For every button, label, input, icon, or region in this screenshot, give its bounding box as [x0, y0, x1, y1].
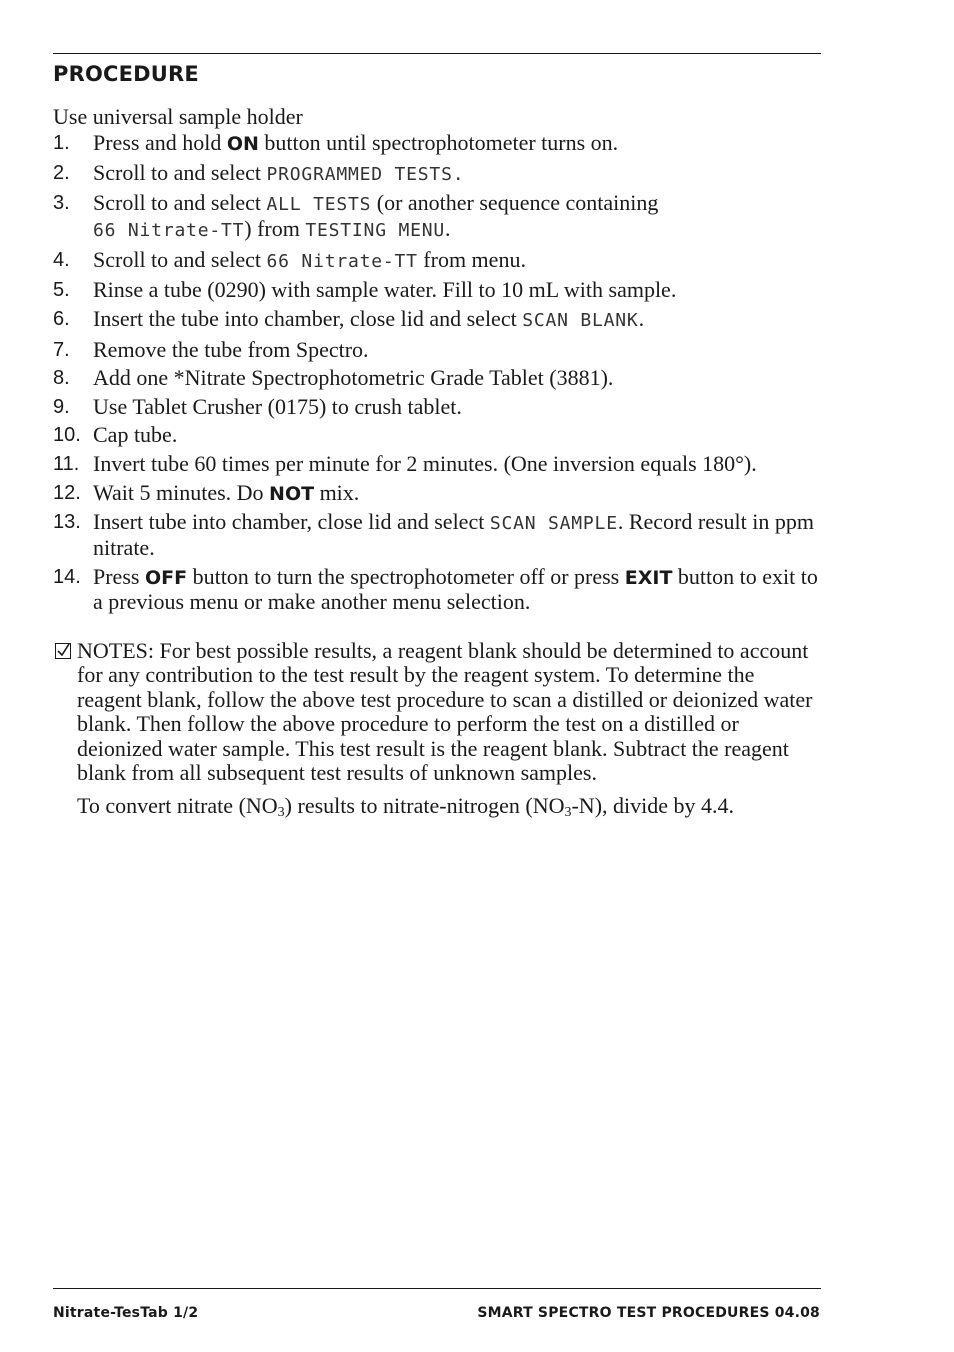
- step-number: 5.: [53, 279, 70, 302]
- step-12: [53, 481, 823, 506]
- step-text: Rinse a tube (0290) with sample water. Fill to 10 mL with sample.: [93, 277, 677, 303]
- step-text: Press and hold: [93, 130, 227, 155]
- step-number: 11.: [53, 452, 80, 475]
- button-name-on: ON: [226, 133, 259, 155]
- step-text: (or another sequence containing: [371, 190, 659, 216]
- step-text: Invert tube 60 times per minute for 2 minutes. (One inversion equals 180°).: [93, 450, 757, 476]
- step-13: [53, 510, 823, 560]
- step-text: button to exit to a previous menu or make another menu selection.: [93, 563, 818, 614]
- footer-right: SMART SPECTRO TEST PROCEDURES 04.08: [477, 1305, 820, 1321]
- footer-left: Nitrate-TesTab 1/2: [53, 1305, 199, 1321]
- step-2: [53, 161, 823, 187]
- section-heading: PROCEDURE: [53, 62, 199, 86]
- step-text: Wait 5 minutes. Do: [93, 479, 270, 505]
- step-10: [53, 423, 823, 447]
- step-text: . Record result in ppm nitrate.: [93, 509, 814, 561]
- step-1: [53, 131, 823, 156]
- step-5: [53, 278, 823, 302]
- step-text: Use Tablet Crusher (0175) to crush tablet.: [93, 393, 462, 419]
- step-text: Insert the tube into chamber, close lid and select: [93, 305, 523, 331]
- step-number: 7.: [53, 338, 70, 361]
- step-14: [53, 565, 823, 614]
- step-text: .: [638, 305, 645, 331]
- top-rule: [53, 53, 821, 54]
- conversion-text: ) results to nitrate-nitrogen (NO: [284, 793, 565, 819]
- step-11: [53, 452, 823, 476]
- subscript: 3: [564, 805, 572, 821]
- step-number: 9.: [53, 395, 70, 418]
- checkmark-icon: [56, 644, 70, 658]
- conversion-text: -N), divide by 4.4.: [571, 793, 735, 819]
- step-number: 2.: [53, 161, 70, 184]
- menu-item-scan-blank: SCAN BLANK: [522, 309, 639, 331]
- button-name-exit: EXIT: [624, 566, 673, 589]
- emphasis-not: NOT: [269, 482, 315, 505]
- button-name-off: OFF: [144, 566, 188, 589]
- menu-item-testing-menu: TESTING MENU: [305, 220, 446, 242]
- step-text: button to turn the spectrophotometer off or press: [187, 563, 625, 589]
- step-number: 1.: [53, 132, 70, 154]
- step-number: 8.: [53, 367, 70, 390]
- conversion-text: To convert nitrate (NO: [77, 793, 278, 819]
- step-number: 10.: [53, 424, 81, 447]
- step-8: [53, 366, 823, 390]
- bottom-rule: [53, 1288, 821, 1289]
- step-4: [53, 248, 823, 274]
- menu-item-programmed-tests: PROGRAMMED TESTS.: [266, 163, 465, 185]
- conversion-note: [53, 794, 823, 822]
- step-text: Scroll to and select: [93, 159, 267, 185]
- step-text: Add one *Nitrate Spectrophotometric Grade Tablet (3881).: [93, 365, 614, 391]
- step-text: .: [445, 216, 451, 242]
- step-text: Cap tube.: [93, 422, 178, 448]
- step-number: 13.: [53, 511, 81, 534]
- menu-item-66-nitrate: 66 Nitrate-TT: [93, 220, 245, 242]
- step-6: [53, 307, 823, 333]
- step-text: Scroll to and select: [93, 190, 267, 216]
- step-text: Scroll to and select: [93, 246, 267, 272]
- step-number: 14.: [53, 565, 81, 588]
- intro-text: Use universal sample holder: [53, 104, 303, 129]
- step-7: [53, 338, 823, 362]
- step-text: mix.: [314, 479, 360, 505]
- step-text: Remove the tube from Spectro.: [93, 336, 369, 362]
- step-number: 6.: [53, 307, 70, 330]
- step-text: Press: [93, 563, 145, 589]
- notes-text: NOTES: For best possible results, a reagent blank should be determined to account for any contribution to the test result by the reagent system. To determine the reagent blank, follow the above test procedure to scan a distilled or deionized water blank. Then follow the above procedure to perform the test on a distilled or deionized water sample. This test result is the reagent blank. Subtract the reagent blank from all subsequent test results of unknown samples.: [77, 638, 813, 786]
- step-number: 3.: [53, 192, 70, 215]
- menu-item-all-tests: ALL TESTS: [266, 194, 372, 216]
- step-text: ) from: [244, 216, 306, 242]
- subscript: 3: [277, 805, 285, 821]
- menu-item-scan-sample: SCAN SAMPLE: [489, 513, 618, 535]
- checkbox-icon: [55, 643, 71, 659]
- notes-paragraph: [53, 639, 823, 785]
- step-text: button until spectrophotometer turns on.: [258, 130, 619, 155]
- step-text: Insert tube into chamber, close lid and select: [93, 509, 490, 535]
- step-9: [53, 395, 823, 419]
- menu-item-66-nitrate: 66 Nitrate-TT: [266, 250, 418, 272]
- step-number: 4.: [53, 248, 70, 271]
- step-3: [53, 191, 823, 243]
- notes-section: [53, 639, 823, 823]
- step-number: 12.: [53, 481, 81, 504]
- step-text: from menu.: [417, 246, 526, 272]
- procedure-steps: [53, 131, 823, 618]
